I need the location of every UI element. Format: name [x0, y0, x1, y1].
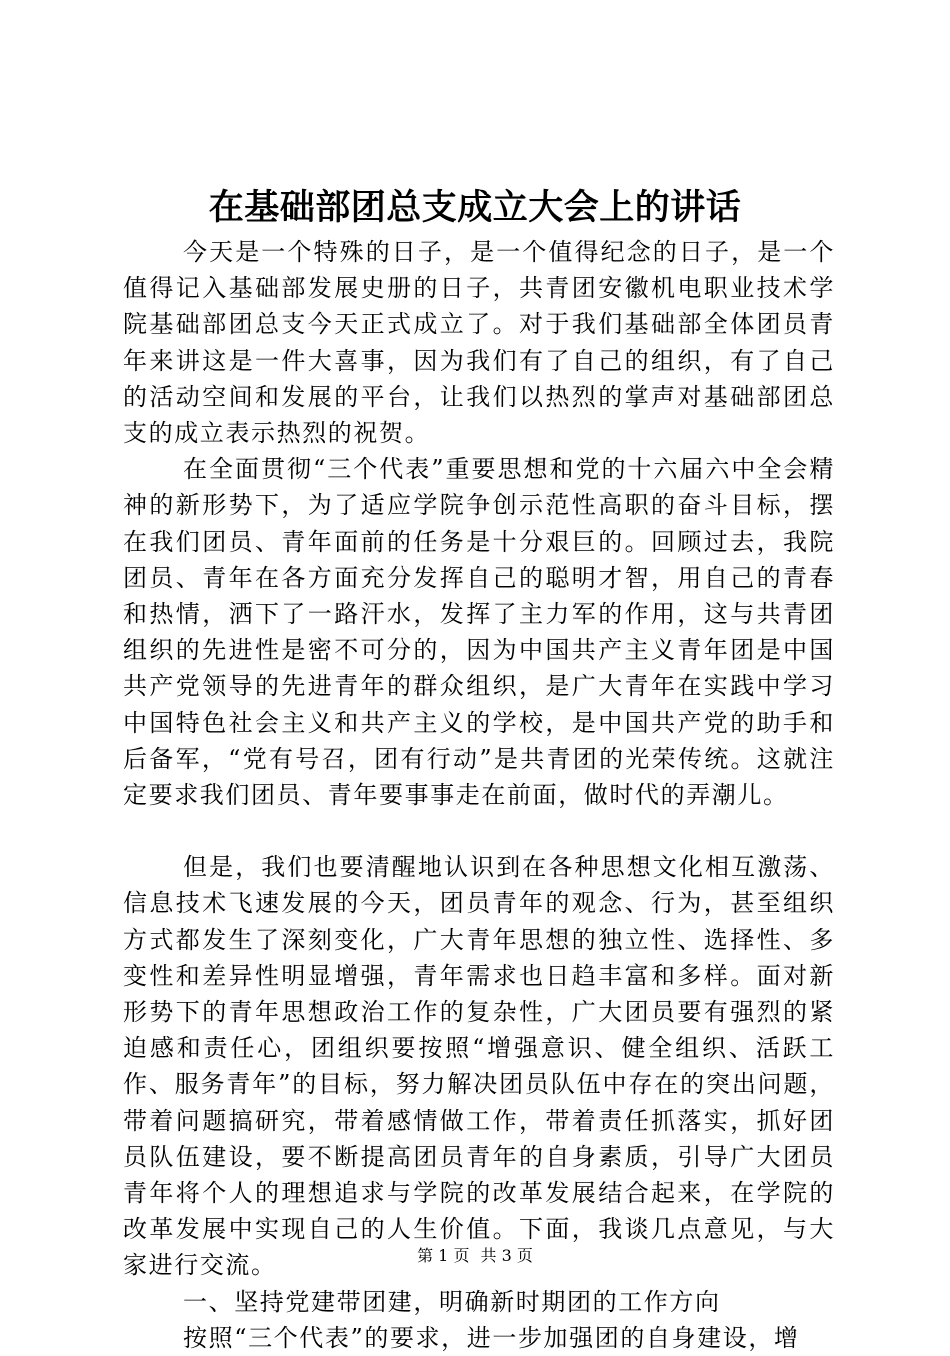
- page-number: 第 1 页: [417, 1246, 470, 1265]
- paragraph-4: 按照“三个代表”的要求，进一步加强团的自身建设，增: [183, 1323, 800, 1352]
- paragraph-3: 但是，我们也要清醒地认识到在各种思想文化相互激荡、信息技术飞速发展的今天，团员青年的观念、行为，甚至组织方式都发生了深刻变化，广大青年思想的独立性、选择性、多变性和差异性明显增强，青年需求也日趋丰富和多样。面对新形势下的青年思想政治工作的复杂性，广大团员要有强烈的紧迫感和责任心，团组织要按照“增强意识、健全组织、活跃工作、服务青年”的目标，努力解决团员队伍中存在的突出问题，带着问题搞研究，带着感情做工作，带着责任抓落实，抓好团员队伍建设，要不断提高团员青年的自身素质，引导广大团员青年将个人的理想追求与学院的改革发展结合起来，在学院的改革发展中实现自己的人生价值。下面，我谈几点意见，与大家进行交流。: [123, 853, 835, 1280]
- paragraph-2: 在全面贯彻“三个代表”重要思想和党的十六届六中全会精神的新形势下，为了适应学院争创示范性高职的奋斗目标，摆在我们团员、青年面前的任务是十分艰巨的。回顾过去，我院团员、青年在各方面充分发挥自己的聪明才智，用自己的青春和热情，洒下了一路汗水，发挥了主力军的作用，这与共青团组织的先进性是密不可分的，因为中国共产主义青年团是中国共产党领导的先进青年的群众组织，是广大青年在实践中学习中国特色社会主义和共产主义的学校，是中国共产党的助手和后备军，“党有号召，团有行动”是共青团的光荣传统。这就注定要求我们团员、青年要事事走在前面，做时代的弄潮儿。: [123, 455, 835, 810]
- page-total: 共 3 页: [480, 1246, 533, 1265]
- paragraph-1: 今天是一个特殊的日子，是一个值得纪念的日子，是一个值得记入基础部发展史册的日子，共青团安徽机电职业技术学院基础部团总支今天正式成立了。对于我们基础部全体团员青年来讲这是一件大喜事，因为我们有了自己的组织，有了自己的活动空间和发展的平台，让我们以热烈的掌声对基础部团总支的成立表示热烈的祝贺。: [123, 238, 835, 448]
- paragraph-gap: [123, 813, 835, 849]
- document-body: [123, 234, 835, 1356]
- section-heading-1: 一、坚持党建带团建，明确新时期团的工作方向: [183, 1287, 721, 1316]
- page-footer: [0, 1244, 950, 1268]
- document-title: 在基础部团总支成立大会上的讲话: [208, 187, 742, 228]
